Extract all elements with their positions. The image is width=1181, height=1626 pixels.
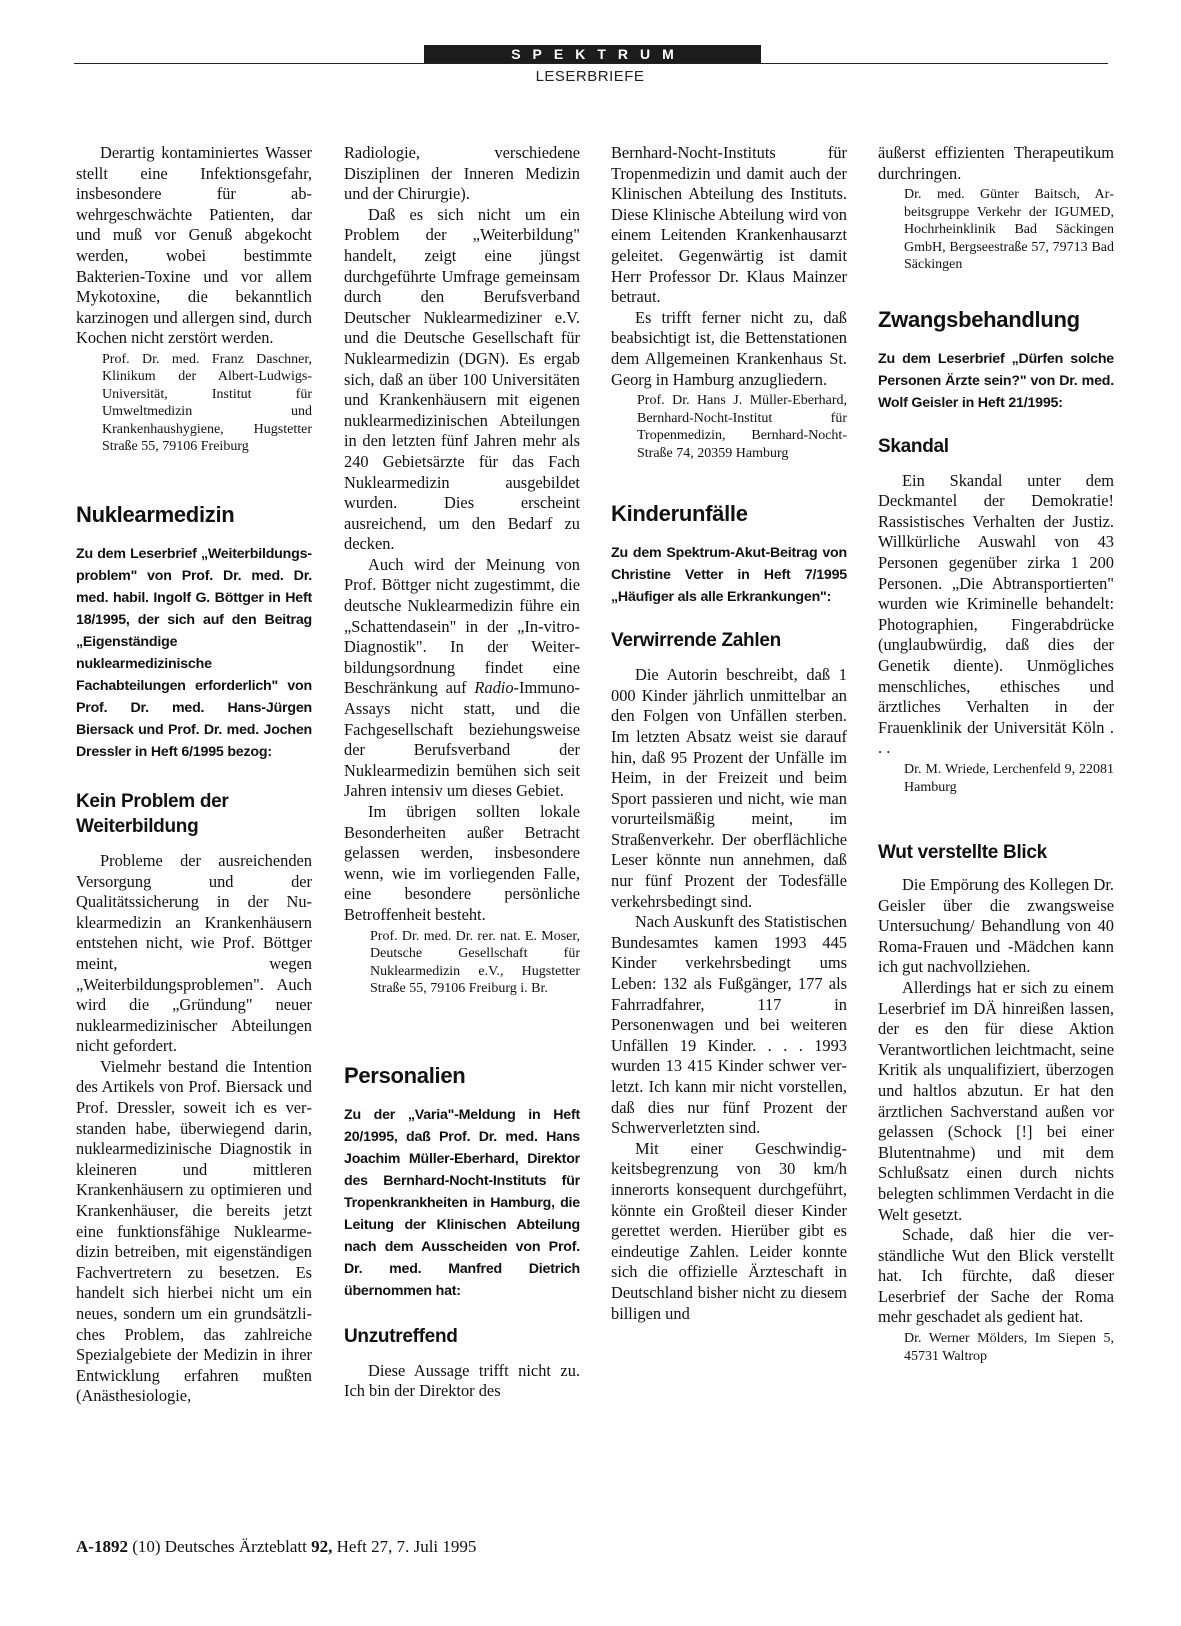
page-number: A-1892 <box>76 1537 128 1556</box>
paragraph: Es trifft ferner nicht zu, daß beabsichtigt ist, die Bettenstationen dem Allgemeinen Krankenhaus St. Georg in Hamburg anzugliedern. <box>611 307 847 389</box>
footer-issue: Heft 27, 7. Juli 1995 <box>336 1537 477 1556</box>
letter-signature: Dr. M. Wriede, Lerchenfeld 9, 22081 Hamburg <box>904 762 1114 795</box>
paragraph: Derartig kontaminiertes Wasser stellt eine Infektionsgefahr, insbesondere für abwehrgeschwächte Patienten, dar und muß vor Genuß abgekocht werden, wobei bestimmte Bakterien-Toxine und vor allem Mykotoxine, die bekanntlich karzinogen und allergen sind, durch Kochen nicht zerstört werden. <box>76 143 312 348</box>
article-heading-zwangsbehandlung: Zwangsbehandlung <box>878 306 1080 332</box>
section-header-bar <box>424 45 761 64</box>
paragraph: Daß es sich nicht um ein Problem der „Weiterbildung" handelt, zeigt eine jüngst durchgeführte Umfrage gemeinsam durch den Berufsverband Deutscher Nuklearmediziner e.V. und die Deutsche Gesellschaft für Nuklearmedizin (DGN). Es ergab sich, daß an über 100 Universitäten und Krankenhäusern mit eigenen nuklearmedizinischen Abteilungen in den letzten fünf Jahren mehr als 240 Gebietsärzte für das Fach Nuklearmedizin ausgebildet wurden. Dies erscheint ausreichend, um den Bedarf zu decken. <box>344 204 580 554</box>
column-3 <box>611 143 847 1324</box>
paragraph: Schade, daß hier die verständliche Wut den Blick verstellt hat. Ich fürchte, daß dieser Leserbrief der Sache der Roma mehr geschadet als gedient hat. <box>878 1225 1114 1327</box>
letter-signature: Prof. Dr. Hans J. Müller-Eberhard, Bernhard-Nocht-Institut für Tropenmedizin, Bernhard-Nocht-Straße 74, 20359 Hamburg <box>637 393 847 461</box>
footer-publication: (10) Deutsches Ärzteblatt <box>132 1537 307 1556</box>
paragraph: Im übrigen sollten lokale Besonderheiten außer Betracht gelassen werden, insbesondere wenn, wie im vorliegenden Falle, eine besondere persönliche Betroffenheit besteht. <box>344 802 580 924</box>
article-intro: Zu dem Spektrum-Akut-Beitrag von Christine Vetter in Heft 7/1995 „Häufiger als alle Erkrankungen": <box>611 545 847 606</box>
paragraph: Ein Skandal unter dem Deckmantel der Demokratie! Rassistisches Verhalten der Justiz. Willkürliche Auswahl von 43 Personen gegenüber zirka 1 200 Personen. „Die Abtransportierten" wurden wie Kriminelle behandelt: Photographien, Fingerabdrücke (unglaubwürdig, daß dies der Genetik diente). Unmögliches menschliches, ethisches und ärztliches Verhalten in der Frauenklinik der Universität Köln . . . <box>878 470 1114 758</box>
letter-signature: Prof. Dr. med. Franz Daschner, Klinikum der Albert-Ludwigs-Universität, Institut für Umweltmedizin und Krankenhaushygiene, Hugstetter Straße 55, 79106 Freiburg <box>102 351 312 455</box>
column-2 <box>344 143 580 1402</box>
paragraph: Vielmehr bestand die Intention des Artikels von Prof. Biersack und Prof. Dressler, soweit ich es verstanden habe, überwiegend darin, nuklearmedizinische Diagnostik in kleineren und mittleren Krankenhäusern zu optimieren und Krankenhäuser, die bereits jetzt eine funktionsfähige Nuklearmedizin betreiben, mit eigenständigen Fachvertretern zu besetzen. Es handelt sich hierbei nicht um ein neues, sondern um ein grundsätzliches Problem, das zahlreiche Spezialgebiete der Medizin in ihrer Entwicklung erfahren mußten (Anästhesiologie, <box>76 1056 312 1406</box>
paragraph: Diese Aussage trifft nicht zu. Ich bin der Direktor des <box>344 1360 580 1401</box>
paragraph-text: Auch wird der Meinung von Prof. Böttger nicht zugestimmt, die deutsche Nuklearmedizin führe ein „Schattendasein" in der „In-vitro-Diagnostik". In der Weiterbildungsordnung findet eine Beschränkung auf <box>344 554 580 698</box>
article-intro: Zu dem Leserbrief „Dürfen solche Personen Ärzte sein?" von Dr. med. Wolf Geisler in Heft 21/1995: <box>878 350 1114 411</box>
paragraph: Nach Auskunft des Statistischen Bundesamtes kamen 1993 445 Kinder verkehrsbedingt ums Leben: 132 als Fußgänger, 177 als Fahrradfahrer, 117 in Personenwagen und bei weiteren Unfällen 19 Kinder. . . . 1993 wurden 13 415 Kinder schwer verletzt. Ich kann mir nicht vorstellen, daß dies nur fünf Prozent der Schwerverletzten sind. <box>611 912 847 1138</box>
italic-term: Radio <box>474 678 514 698</box>
paragraph-text: -Immuno-Assays nicht statt, und die Fachgesellschaft beziehungsweise der Berufsverband der Nuklearmedizin bemühen sich seit Jahren intensiv um dieses Gebiet. <box>344 678 580 801</box>
paragraph: Radiologie, verschiedene Disziplinen der Inneren Medizin und der Chirurgie). <box>344 143 580 204</box>
letter-signature: Dr. med. Günter Baitsch, Arbeitsgruppe Verkehr der IGUMED, Hochrheinklinik Bad Säckingen GmbH, Bergseestraße 57, 79713 Bad Säckingen <box>904 187 1114 273</box>
article-heading-kinderunfaelle: Kinderunfälle <box>611 501 748 527</box>
letter-subheading: Kein Problem der Weiterbildung <box>76 790 229 837</box>
letter-signature: Dr. Werner Mölders, Im Siepen 5, 45731 Waltrop <box>904 1331 1114 1364</box>
footer-volume: 92, <box>311 1537 333 1556</box>
letter-subheading: Skandal <box>878 435 949 457</box>
paragraph: Die Autorin beschreibt, daß 1 000 Kinder jährlich unmittelbar an den Folgen von Unfällen sterben. Im letzten Absatz weist sie darauf hin, daß 95 Prozent der Unfälle im Heim, in der Freizeit und beim Sport passieren und nicht, wie man vorurteilsmäßig meint, im Straßenverkehr. Der oberflächliche Leser könnte nun annehmen, daß nur fünf Prozent der Todesfälle verkehrsbedingt sind. <box>611 665 847 911</box>
section-header-label: SPEKTRUM <box>511 46 686 62</box>
column-1 <box>76 143 312 1407</box>
section-sublabel: LESERBRIEFE <box>535 68 645 85</box>
paragraph: Probleme der ausreichenden Versorgung und der Qualitätssicherung in der Nuklearmedizin an Krankenhäusern entstehen nicht, wie Prof. Böttger meint, wegen „Weiterbildungsproblemen". Auch wird die „Gründung" neuer nuklearmedizinischer Abteilungen nicht gefordert. <box>76 850 312 1056</box>
paragraph: Allerdings hat er sich zu einem Leserbrief im DÄ hinreißen lassen, der es den für diese Aktion Verantwortlichen leichtmacht, seine Kritik als unqualifiziert, überzogen und haltlos abzutun. Er hat den ärztlichen Sachverstand außen vor gelassen (Schock [!] bei einer Blutentnahme) und mit dem Schlußsatz einen durch nichts belegten schlimmen Verdacht in die Welt gesetzt. <box>878 977 1114 1224</box>
article-heading-personalien: Personalien <box>344 1062 466 1088</box>
paragraph: Mit einer Geschwindigkeitsbegrenzung von 30 km/h innerorts konsequent durchgeführt, könnte ein Großteil dieser Kinder gerettet werden. Hierüber gibt es eindeutige Zahlen. Leider konnte sich die offizielle Ärzteschaft in Deutschland bisher nicht zu diesem billigen und <box>611 1138 847 1323</box>
article-intro: Zu dem Leserbrief „Weiterbildungsproblem" von Prof. Dr. med. Dr. med. habil. Ingolf G. Böttger in Heft 18/1995, der sich auf den Beitrag „Eigenständige nuklearmedizinische Fachabteilungen erforderlich" von Prof. Dr. med. Hans-Jürgen Biersack und Prof. Dr. med. Jochen Dressler in Heft 6/1995 bezog: <box>76 545 312 760</box>
paragraph: äußerst effizienten Therapeutikum durchringen. <box>878 143 1114 183</box>
paragraph: Bernhard-Nocht-Instituts für Tropenmedizin und damit auch der Klinischen Abteilung des Instituts. Diese Klinische Abteilung wird von einem Leitenden Krankenhausarzt geleitet. Gegenwärtig ist damit Herr Professor Dr. Klaus Mainzer betraut. <box>611 143 847 307</box>
letter-subheading: Verwirrende Zahlen <box>611 630 781 652</box>
article-intro: Zu der „Varia"-Meldung in Heft 20/1995, daß Prof. Dr. med. Hans Joachim Müller-Eberhard, Direktor des Bernhard-Nocht-Instituts für Tropenkrankheiten in Hamburg, die Leitung der Klinischen Abteilung nach dem Ausscheiden von Prof. Dr. med. Manfred Dietrich übernommen hat: <box>344 1106 580 1299</box>
letter-signature: Prof. Dr. med. Dr. rer. nat. E. Moser, Deutsche Gesellschaft für Nuklearmedizin e.V., Hugstetter Straße 55, 79106 Freiburg i. Br. <box>370 928 580 997</box>
page-footer <box>76 1536 476 1558</box>
article-heading-nuklearmedizin: Nuklearmedizin <box>76 501 235 527</box>
paragraph: Die Empörung des Kollegen Dr. Geisler über die zwangsweise Untersuchung/ Behandlung von 40 Roma-Frauen und -Mädchen kann ich gut nachvollziehen. <box>878 875 1114 977</box>
header-rule <box>74 63 1108 64</box>
letter-subheading: Unzutreffend <box>344 1325 458 1347</box>
paragraph <box>344 555 580 802</box>
letter-subheading: Wut verstellte Blick <box>878 842 1047 863</box>
column-4 <box>878 143 1114 1365</box>
